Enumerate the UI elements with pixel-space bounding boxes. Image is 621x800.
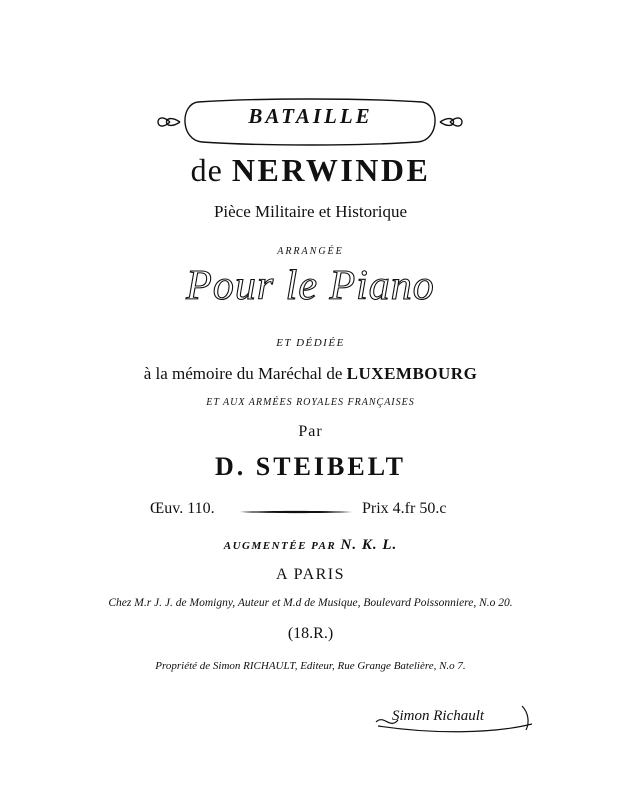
city-line: A PARIS — [275, 566, 346, 583]
title-bataille: BATAILLE — [248, 104, 373, 128]
augmentee-line — [0, 537, 621, 554]
subtitle: Pièce Militaire et Historique — [213, 202, 408, 221]
arrangee-label: ARRANGÉE — [277, 246, 344, 257]
price: Prix 4.fr 50.c — [362, 500, 447, 517]
dediee-label: ET DÉDIÉE — [276, 337, 345, 349]
par-label: Par — [298, 423, 323, 440]
composer-name: D. STEIBELT — [214, 452, 407, 481]
signature — [372, 700, 542, 740]
dedication-name: LUXEMBOURG — [346, 364, 478, 383]
title-de: de — [190, 152, 232, 188]
dedication-prefix: à la mémoire du Maréchal de — [143, 364, 347, 383]
opus-divider — [240, 510, 352, 514]
armees-line: ET AUX ARMÉES ROYALES FRANÇAISES — [206, 397, 415, 408]
instrument-title: Pour le Piano — [186, 263, 435, 309]
augmentee-prefix: AUGMENTÉE PAR — [223, 540, 341, 552]
title-nerwinde-text: NERWINDE — [231, 152, 431, 188]
title-nerwinde — [0, 152, 621, 189]
dedication-line — [0, 364, 621, 384]
publisher-address: Chez M.r J. J. de Momigny, Auteur et M.d de Musique, Boulevard Poissonniere, N.o 20. — [108, 597, 513, 609]
opus-number: Œuv. 110. — [150, 500, 215, 517]
plate-number: (18.R.) — [287, 625, 334, 642]
signature-text: Simon Richault — [392, 708, 485, 724]
augmentee-initials: N. K. L. — [340, 537, 398, 553]
property-line: Propriété de Simon RICHAULT, Editeur, Rue Grange Batelière, N.o 7. — [155, 660, 466, 672]
